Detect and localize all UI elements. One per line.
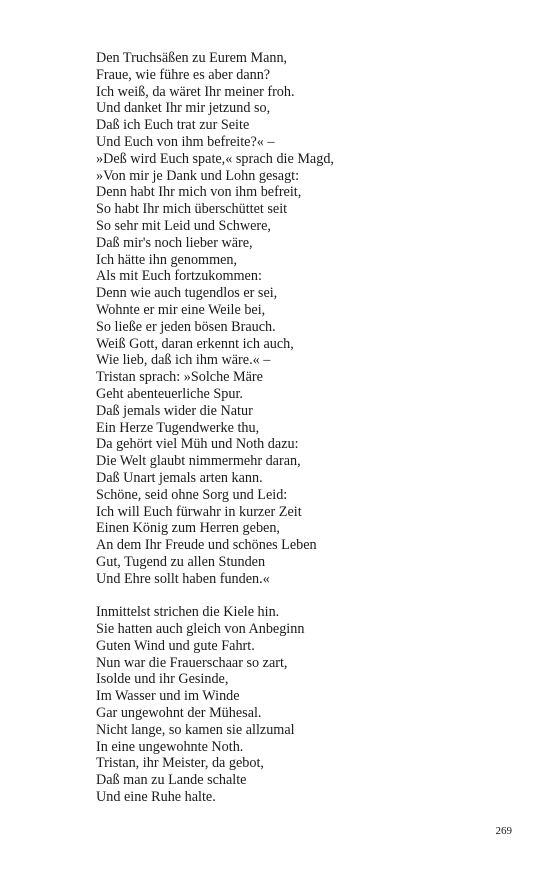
verse-line: Fraue, wie führe es aber dann?	[96, 66, 271, 83]
verse-line: So habt Ihr mich überschüttet seit	[96, 201, 288, 218]
verse-line: Weiß Gott, daran erkennt ich auch,	[96, 335, 294, 352]
verse-line: Und Ehre sollt haben funden.«	[96, 570, 270, 587]
verse-line: Gar ungewohnt der Mühesal.	[96, 705, 262, 722]
verse-line: In eine ungewohnte Noth.	[96, 738, 244, 755]
verse-line: Als mit Euch fortzukommen:	[96, 268, 262, 285]
verse-line: Guten Wind und gute Fahrt.	[96, 637, 255, 654]
verse-line: Daß Unart jemals arten kann.	[96, 469, 263, 486]
verse-line: Ich will Euch fürwahr in kurzer Zeit	[96, 503, 302, 520]
verse-line: An dem Ihr Freude und schönes Leben	[96, 537, 317, 554]
verse-line: Die Welt glaubt nimmermehr daran,	[96, 453, 301, 470]
verse-line: Ein Herze Tugendwerke thu,	[96, 419, 260, 436]
verse-line: So ließe er jeden bösen Brauch.	[96, 318, 276, 335]
stanza-1	[96, 50, 516, 588]
verse-line: »Von mir je Dank und Lohn gesagt:	[96, 167, 300, 184]
verse-line: Da gehört viel Müh und Noth dazu:	[96, 436, 299, 453]
page-number: 269	[495, 825, 512, 837]
verse-line: Inmittelst strichen die Kiele hin.	[96, 604, 280, 621]
verse-line: Isolde und ihr Gesinde,	[96, 671, 229, 688]
verse-line: Im Wasser und im Winde	[96, 688, 240, 705]
verse-line: Geht abenteuerliche Spur.	[96, 385, 243, 402]
verse-line: Daß jemals wider die Natur	[96, 402, 253, 419]
poem-text	[96, 50, 516, 806]
verse-line: Ich hätte ihn genommen,	[96, 251, 238, 268]
verse-line: Gut, Tugend zu allen Stunden	[96, 553, 266, 570]
verse-line: Nun war die Frauerschaar so zart,	[96, 654, 288, 671]
verse-line: Und eine Ruhe halte.	[96, 789, 216, 806]
verse-line: Den Truchsäßen zu Eurem Mann,	[96, 50, 288, 66]
verse-line: Denn wie auch tugendlos er sei,	[96, 285, 278, 302]
verse-line: Daß ich Euch trat zur Seite	[96, 117, 250, 134]
verse-line: Nicht lange, so kamen sie allzumal	[96, 721, 295, 738]
verse-line: Daß mir's noch lieber wäre,	[96, 234, 253, 251]
verse-line: Wie lieb, daß ich ihm wäre.« –	[96, 352, 271, 369]
verse-line: Einen König zum Herren geben,	[96, 520, 280, 537]
stanza-2	[96, 604, 516, 806]
verse-line: Tristan sprach: »Solche Märe	[96, 369, 263, 386]
verse-line: »Deß wird Euch spate,« sprach die Magd,	[96, 150, 334, 167]
verse-line: So sehr mit Leid und Schwere,	[96, 217, 271, 234]
verse-line: Tristan, ihr Meister, da gebot,	[96, 755, 264, 772]
verse-line: Daß man zu Lande schalte	[96, 772, 247, 789]
verse-line: Und danket Ihr mir jetzund so,	[96, 100, 271, 117]
verse-line: Denn habt Ihr mich von ihm befreit,	[96, 184, 302, 201]
verse-line: Sie hatten auch gleich von Anbeginn	[96, 621, 305, 638]
verse-line: Und Euch von ihm befreite?« –	[96, 133, 275, 150]
verse-line: Wohnte er mir eine Weile bei,	[96, 301, 266, 318]
verse-line: Schöne, seid ohne Sorg und Leid:	[96, 486, 288, 503]
verse-line: Ich weiß, da wäret Ihr meiner froh.	[96, 83, 295, 100]
